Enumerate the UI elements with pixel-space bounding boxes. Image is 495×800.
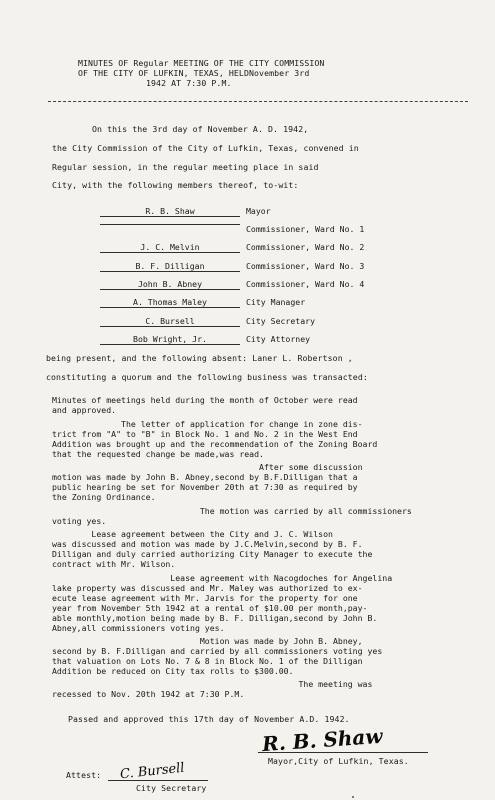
- member-title: Commissioner, Ward No. 4: [246, 279, 365, 289]
- body-line: that valuation on Lots No. 7 & 8 in Block No. 1 of the Dilligan: [52, 656, 363, 666]
- member-name: C. Bursell: [100, 316, 240, 327]
- body-line: lake property was discussed and Mr. Maley was authorized to ex-: [52, 583, 363, 593]
- header-line-2: OF THE CITY OF LUFKIN, TEXAS, HELDNovember 3rd: [78, 68, 310, 78]
- body-line: Abney,all commissioners voting yes.: [52, 623, 225, 633]
- body-line: motion was made by John B. Abney,second by B.F.Dilligan that a: [52, 472, 358, 482]
- secretary-label: City Secretary: [136, 783, 207, 793]
- body-line: Addition was brought up and the recommendation of the Zoning Board: [52, 439, 378, 449]
- body-line: trict from "A" to "B" in Block No. 1 and No. 2 in the West End: [52, 429, 358, 439]
- attendance-line-1: being present, and the following absent: Laner L. Robertson ,: [46, 353, 353, 363]
- member-row: [100, 206, 440, 216]
- member-name: J. C. Melvin: [100, 242, 240, 253]
- member-title: City Manager: [246, 297, 306, 307]
- body-line: Motion was made by John B. Abney,: [52, 636, 363, 646]
- header-line-3: 1942 AT 7:30 P.M.: [146, 78, 232, 88]
- mayor-label: Mayor,City of Lufkin, Texas.: [268, 756, 409, 766]
- body-line: Lease agreement with Nacogdoches for Angelina: [52, 573, 393, 583]
- member-row: [100, 224, 440, 234]
- member-name: [100, 224, 240, 225]
- member-title: Commissioner, Ward No. 1: [246, 224, 365, 234]
- secretary-signature: C. Bursell: [119, 760, 186, 783]
- attest-label: Attest:: [66, 770, 102, 780]
- body-line: Addition be reduced on City tax rolls to $300.00.: [52, 666, 294, 676]
- member-name: John B. Abney: [100, 279, 240, 290]
- body-line: year from November 5th 1942 at a rental of $10.00 per month,pay-: [52, 603, 368, 613]
- body-line: that the requested change be made,was read.: [52, 449, 264, 459]
- body-line: voting yes.: [52, 516, 107, 526]
- member-title: City Attorney: [246, 334, 311, 344]
- body-line: After some discussion: [52, 462, 363, 472]
- header-divider: [48, 101, 468, 102]
- member-row: [100, 297, 440, 307]
- body-line: public hearing be set for November 20th at 7:30 as required by: [52, 482, 358, 492]
- member-name: A. Thomas Maley: [100, 297, 240, 308]
- member-row: [100, 334, 440, 344]
- opening-line-4: City, with the following members thereof, to-wit:: [52, 180, 299, 190]
- member-row: [100, 316, 440, 326]
- member-row: [100, 279, 440, 289]
- body-line: The letter of application for change in zone dis-: [52, 419, 363, 429]
- member-name: B. F. Dilligan: [100, 261, 240, 272]
- member-title: Commissioner, Ward No. 2: [246, 242, 365, 252]
- body-line: contract with Mr. Wilson.: [52, 559, 176, 569]
- member-title: Commissioner, Ward No. 3: [246, 261, 365, 271]
- body-line: Dilligan and duly carried authorizing City Manager to execute the: [52, 549, 373, 559]
- passed-approved-line: Passed and approved this 17th day of November A.D. 1942.: [68, 714, 350, 724]
- opening-line-1: On this the 3rd day of November A. D. 1942,: [92, 124, 309, 134]
- body-line: Lease agreement between the City and J. C. Wilson: [52, 529, 333, 539]
- member-row: [100, 261, 440, 271]
- member-row: [100, 242, 440, 252]
- opening-line-2: the City Commission of the City of Lufkin, Texas, convened in: [52, 143, 359, 153]
- member-name: R. B. Shaw: [100, 206, 240, 217]
- body-line: the Zoning Ordinance.: [52, 492, 156, 502]
- member-name: Bob Wright, Jr.: [100, 334, 240, 345]
- mayor-signature: R. B. Shaw: [261, 723, 384, 757]
- secretary-signature-line: [108, 780, 208, 781]
- header-line-1: MINUTES OF Regular MEETING OF THE CITY COMMISSION: [78, 58, 325, 68]
- body-line: able monthly,motion being made by B. F. Dilligan,second by John B.: [52, 613, 378, 623]
- body-line: The meeting was: [52, 679, 373, 689]
- attendance-line-2: constituting a quorum and the following business was transacted:: [46, 372, 368, 382]
- body-line: and approved.: [52, 405, 117, 415]
- scan-speck: [352, 796, 354, 798]
- body-line: ecute lease agreement with Mr. Jarvis for the property for one: [52, 593, 358, 603]
- member-title: Mayor: [246, 206, 271, 216]
- opening-line-3: Regular session, in the regular meeting place in said: [52, 162, 319, 172]
- body-line: Minutes of meetings held during the month of October were read: [52, 395, 358, 405]
- mayor-signature-line: [258, 752, 428, 753]
- body-line: second by B. F.Dilligan and carried by all commissioners voting yes: [52, 646, 383, 656]
- body-line: was discussed and motion was made by J.C.Melvin,second by B. F.: [52, 539, 363, 549]
- member-title: City Secretary: [246, 316, 316, 326]
- body-line: The motion was carried by all commissioners: [52, 506, 412, 516]
- body-line: recessed to Nov. 20th 1942 at 7:30 P.M.: [52, 689, 245, 699]
